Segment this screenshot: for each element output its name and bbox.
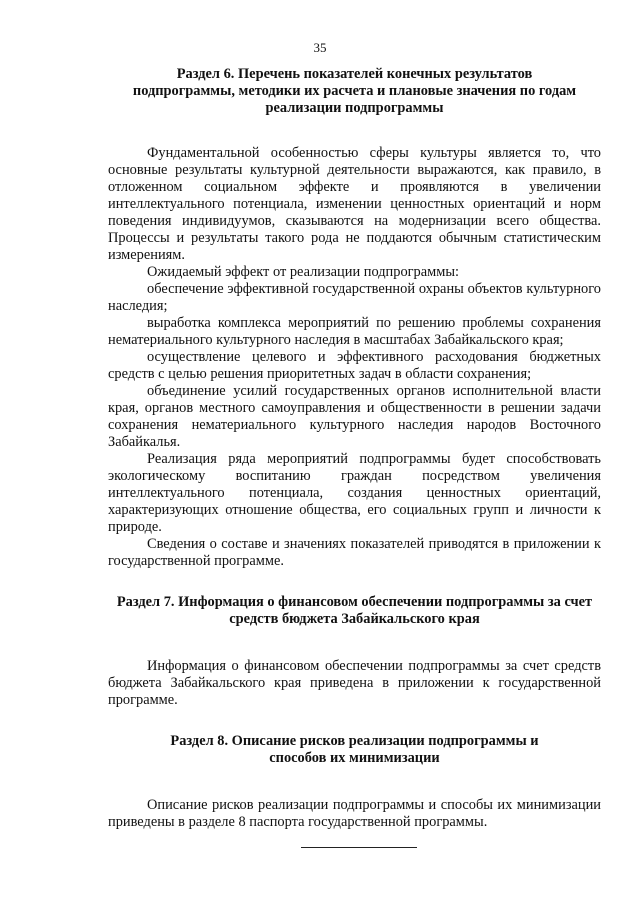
list-item: осуществление целевого и эффективного расходования бюджетных средств с целью решения приоритетных задач в области сохранения; bbox=[108, 349, 601, 382]
heading-line: средств бюджета Забайкальского края bbox=[229, 611, 480, 627]
list-item: обеспечение эффективной государственной охраны объектов культурного наследия; bbox=[108, 281, 601, 314]
heading-line: Раздел 8. Описание рисков реализации подпрограммы и bbox=[170, 733, 539, 749]
section-6-body bbox=[108, 145, 601, 570]
paragraph: Ожидаемый эффект от реализации подпрограммы: bbox=[147, 264, 460, 280]
list-item: выработка комплекса мероприятий по решению проблемы сохранения нематериального культурного наследия в масштабах Забайкальского края; bbox=[108, 315, 601, 348]
heading-line: подпрограммы, методики их расчета и плановые значения по годам bbox=[132, 83, 577, 99]
heading-line: реализации подпрограммы bbox=[265, 100, 444, 116]
paragraph: Реализация ряда мероприятий подпрограммы будет способствовать экологическому воспитанию граждан посредством увеличения интеллектуального потенциала, создания ценностных ориентаций, характеризующих отношение общества, его социальных групп и личности к природе. bbox=[108, 451, 601, 535]
heading-line: Раздел 7. Информация о финансовом обеспечении подпрограммы за счет bbox=[116, 594, 593, 610]
section-8-heading bbox=[108, 733, 601, 767]
section-7-body bbox=[108, 658, 601, 709]
heading-line: Раздел 6. Перечень показателей конечных результатов bbox=[176, 66, 533, 82]
paragraph: Фундаментальной особенностью сферы культуры является то, что основные результаты культурной деятельности выражаются, как правило, в отложенном социальном эффекте и проявляются в увеличении интеллектуального потенциала, изменении ценностных ориентаций и норм поведения индивидуумов, сказываются на модернизации всего общества. Процессы и результаты такого рода не поддаются обычным статистическим измерениям. bbox=[108, 145, 601, 263]
paragraph: Информация о финансовом обеспечении подпрограммы за счет средств бюджета Забайкальского края приведена в приложении к государственной программе. bbox=[108, 658, 601, 708]
paragraph: Описание рисков реализации подпрограммы и способы их минимизации приведены в разделе 8 паспорта государственной программы. bbox=[108, 797, 601, 830]
heading-line: способов их минимизации bbox=[269, 750, 440, 766]
end-divider bbox=[301, 847, 417, 848]
section-7-heading bbox=[108, 594, 601, 628]
section-8-body bbox=[108, 797, 601, 831]
section-6-heading bbox=[108, 66, 601, 117]
paragraph: Сведения о составе и значениях показателей приводятся в приложении к государственной программе. bbox=[108, 536, 601, 569]
document-body bbox=[108, 66, 601, 848]
page-number: 35 bbox=[313, 40, 327, 55]
list-item: объединение усилий государственных органов исполнительной власти края, органов местного самоуправления и общественности в решении задачи сохранения нематериального культурного наследия народов Восточного Забайкалья. bbox=[108, 383, 601, 450]
